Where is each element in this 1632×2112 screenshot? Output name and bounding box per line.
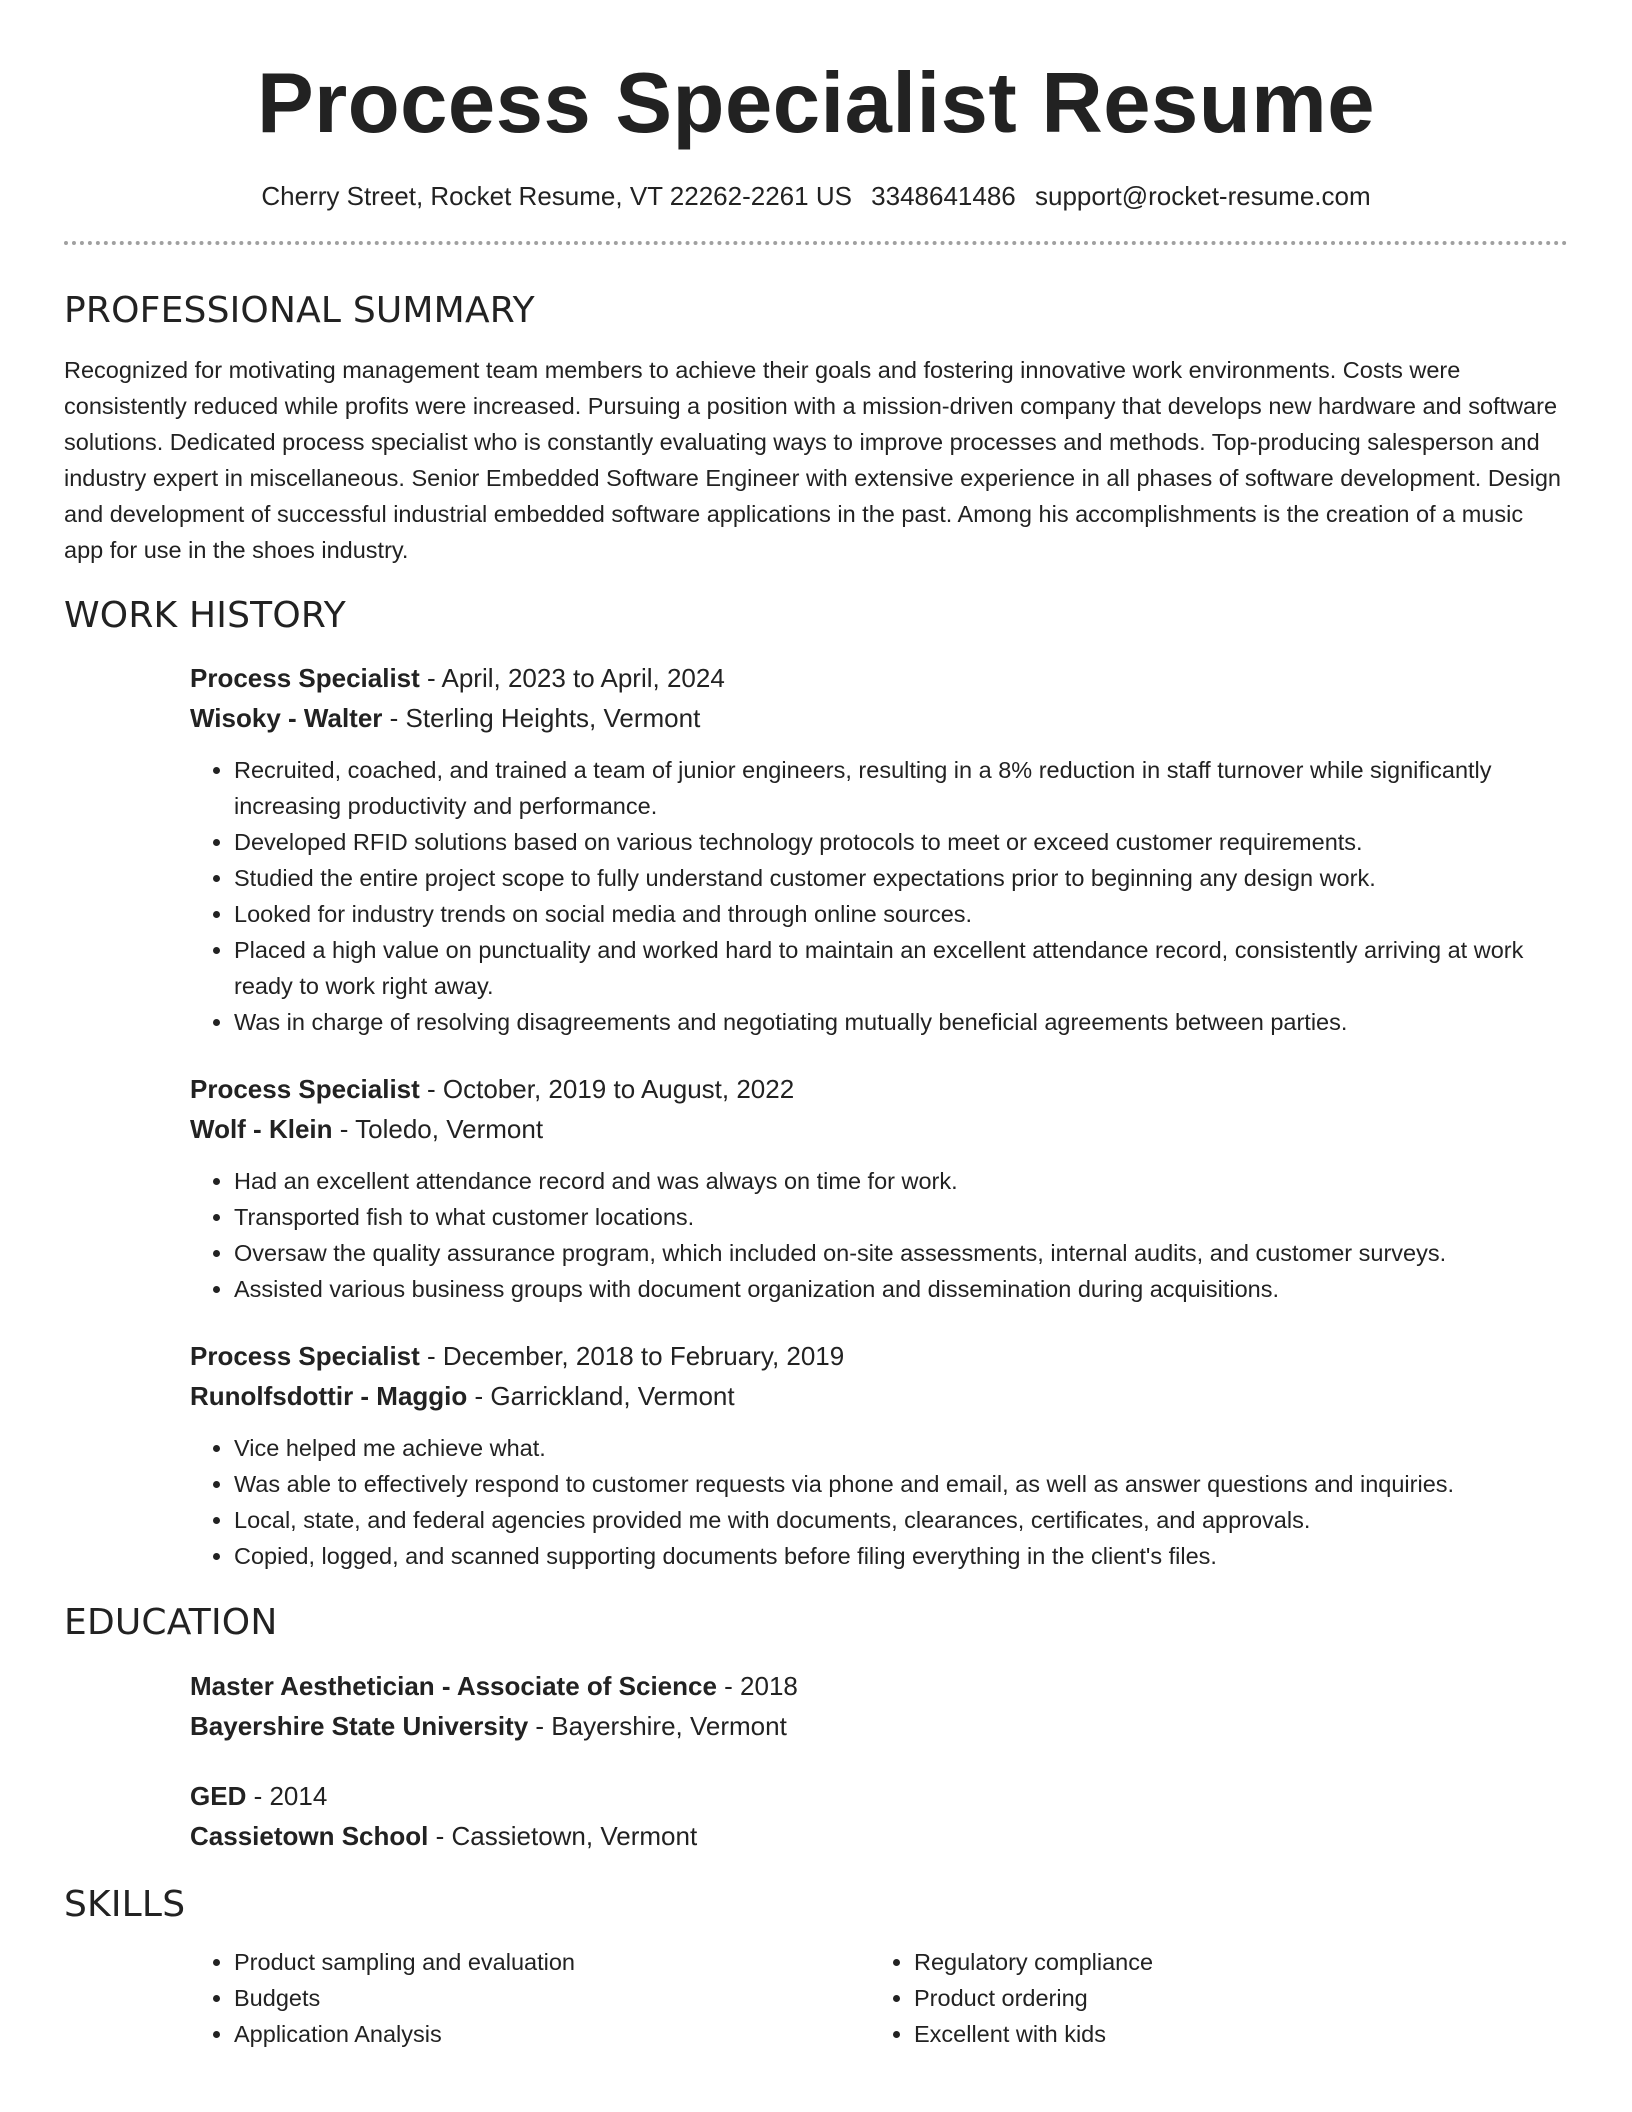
job-company: Wolf - Klein (190, 1114, 333, 1144)
skill-item: • Product ordering (914, 1980, 1550, 2016)
job-bullet: • Was able to effectively respond to customer requests via phone and email, as well as answer questions and inquiries. (234, 1466, 1568, 1502)
resume-title: Process Specialist Resume (256, 56, 1376, 151)
education-location: - Cassietown, Vermont (428, 1821, 698, 1851)
skill-item: • Excellent with kids (914, 2016, 1550, 2052)
job-bullets (190, 1163, 1568, 1307)
summary-text: Recognized for motivating management team members to achieve their goals and fostering innovative work environments. Costs were consistently reduced while profits were increased. Pursuing a position with a mission-driven company that develops new hardware and software solutions. Dedicated process specialist who is constantly evaluating ways to improve processes and methods. Top-producing salesperson and industry expert in miscellaneous. Senior Embedded Software Engineer with extensive experience in all phases of software development. Design and development of successful industrial embedded software applications in the past. Among his accomplishments is the creation of a music app for use in the shoes industry. (64, 357, 1561, 563)
summary-heading: PROFESSIONAL SUMMARY (64, 290, 535, 331)
education-entry (190, 1776, 1568, 1856)
education-entry (190, 1666, 1568, 1746)
resume-page (64, 0, 1568, 2052)
education-location: - Bayershire, Vermont (528, 1711, 787, 1741)
work-history-heading: WORK HISTORY (64, 595, 346, 636)
skills-column-right (870, 1944, 1550, 2052)
job-title: Process Specialist (190, 1074, 420, 1104)
job-bullet: • Placed a high value on punctuality and worked hard to maintain an excellent attendance record, consistently arriving at work ready to work right away. (234, 932, 1568, 1004)
job-company-line (190, 1376, 1568, 1416)
job-company: Runolfsdottir - Maggio (190, 1381, 468, 1411)
education-heading: EDUCATION (64, 1602, 278, 1643)
job-bullets (190, 752, 1568, 1040)
job-bullet: • Copied, logged, and scanned supporting documents before filing everything in the client's files. (234, 1538, 1568, 1574)
job-location: - Toledo, Vermont (332, 1114, 544, 1144)
education-school-line (190, 1816, 1568, 1856)
skill-item: • Application Analysis (234, 2016, 870, 2052)
job-bullet: • Local, state, and federal agencies provided me with documents, clearances, certificates, and approvals. (234, 1502, 1568, 1538)
job-dates: - April, 2023 to April, 2024 (419, 663, 725, 693)
skills-column-left (190, 1944, 870, 2052)
skills-grid (190, 1944, 1568, 2052)
skill-item: • Budgets (234, 1980, 870, 2016)
job-bullet: • Recruited, coached, and trained a team of junior engineers, resulting in a 8% reduction in staff turnover while significantly increasing productivity and performance. (234, 752, 1568, 824)
job-title-line (190, 658, 1568, 698)
job-bullet: • Oversaw the quality assurance program, which included on-site assessments, internal audits, and customer surveys. (234, 1235, 1568, 1271)
contact-line (64, 178, 1568, 214)
skill-item: • Regulatory compliance (914, 1944, 1550, 1980)
job-entry (190, 1336, 1568, 1574)
job-entry (190, 658, 1568, 1040)
education-degree-line (190, 1666, 1568, 1706)
job-bullet: • Was in charge of resolving disagreements and negotiating mutually beneficial agreements between parties. (234, 1004, 1568, 1040)
job-bullet: • Assisted various business groups with document organization and dissemination during acquisitions. (234, 1271, 1568, 1307)
education-year: - 2018 (716, 1671, 798, 1701)
job-dates: - October, 2019 to August, 2022 (419, 1074, 795, 1104)
header-divider (64, 241, 1568, 245)
job-bullet: • Looked for industry trends on social media and through online sources. (234, 896, 1568, 932)
job-bullet: • Developed RFID solutions based on various technology protocols to meet or exceed customer requirements. (234, 824, 1568, 860)
education-school: Bayershire State University (190, 1711, 529, 1741)
job-company: Wisoky - Walter (190, 703, 383, 733)
contact-phone: 3348641486 (871, 181, 1016, 211)
education-degree-line (190, 1776, 1568, 1816)
job-location: - Garrickland, Vermont (467, 1381, 735, 1411)
education-year: - 2014 (246, 1781, 328, 1811)
job-title: Process Specialist (190, 663, 420, 693)
education-degree: GED (190, 1781, 247, 1811)
job-title: Process Specialist (190, 1341, 420, 1371)
skill-item: • Product sampling and evaluation (234, 1944, 870, 1980)
job-bullet: • Vice helped me achieve what. (234, 1430, 1568, 1466)
job-title-line (190, 1069, 1568, 1109)
job-company-line (190, 698, 1568, 738)
skills-list (190, 1944, 870, 2052)
education-degree: Master Aesthetician - Associate of Science (190, 1671, 717, 1701)
education-school: Cassietown School (190, 1821, 429, 1851)
skills-heading: SKILLS (64, 1884, 186, 1925)
job-dates: - December, 2018 to February, 2019 (419, 1341, 845, 1371)
job-bullet: • Had an excellent attendance record and was always on time for work. (234, 1163, 1568, 1199)
skills-list (870, 1944, 1550, 2052)
job-bullet: • Transported fish to what customer locations. (234, 1199, 1568, 1235)
job-company-line (190, 1109, 1568, 1149)
contact-address: Cherry Street, Rocket Resume, VT 22262-2261 US (261, 181, 852, 211)
job-location: - Sterling Heights, Vermont (382, 703, 701, 733)
job-bullets (190, 1430, 1568, 1574)
contact-email: support@rocket-resume.com (1035, 181, 1371, 211)
job-title-line (190, 1336, 1568, 1376)
job-bullet: • Studied the entire project scope to fully understand customer expectations prior to beginning any design work. (234, 860, 1568, 896)
education-school-line (190, 1706, 1568, 1746)
job-entry (190, 1069, 1568, 1307)
